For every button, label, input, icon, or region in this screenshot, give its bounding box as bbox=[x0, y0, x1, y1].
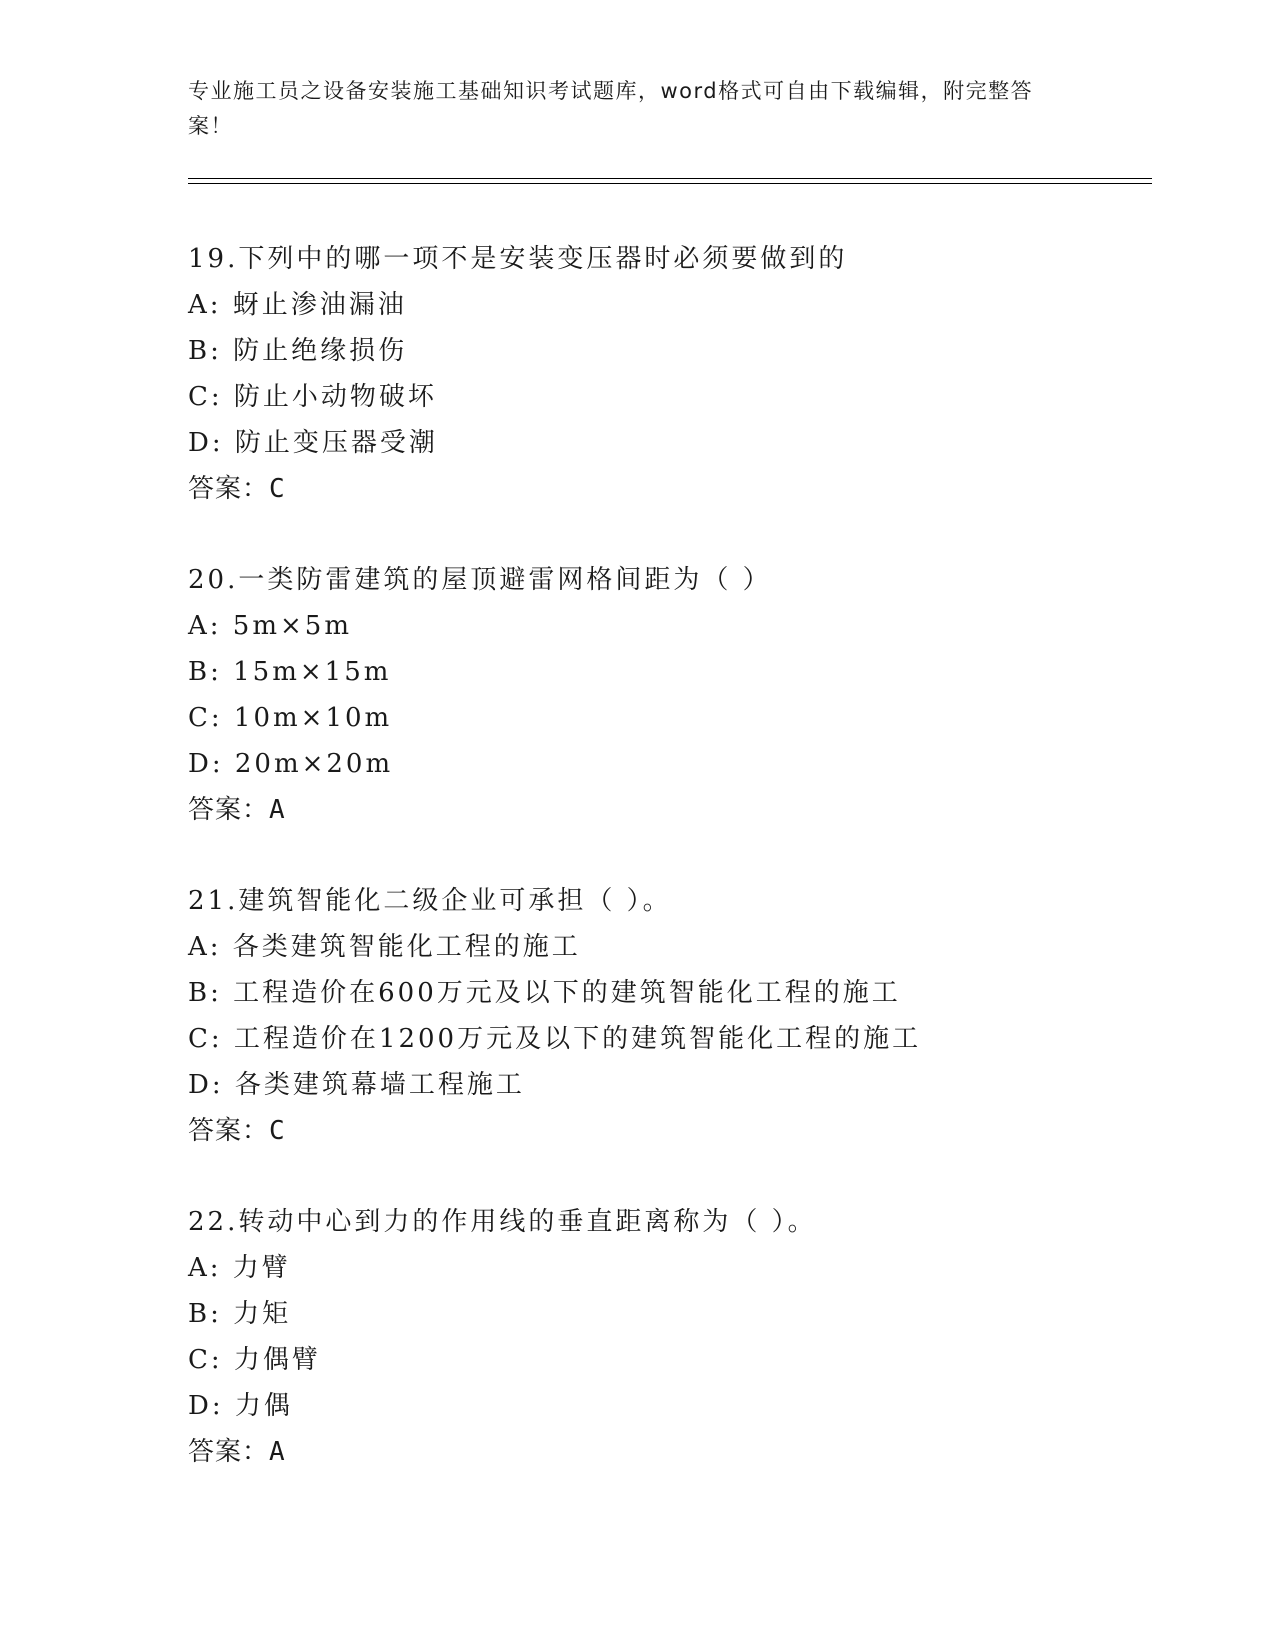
answer-line bbox=[188, 787, 1148, 833]
header-text: 专业施工员之设备安装施工基础知识考试题库，word格式可自由下载编辑，附完整答案！ bbox=[188, 79, 1034, 138]
option-c: C: 力偶臂 bbox=[188, 1345, 321, 1375]
question-stem: 20.一类防雷建筑的屋顶避雷网格间距为（ ） bbox=[188, 565, 772, 595]
question-22 bbox=[188, 1199, 1148, 1475]
question-20 bbox=[188, 557, 1148, 833]
option-c: C: 工程造价在1200万元及以下的建筑智能化工程的施工 bbox=[188, 1024, 922, 1054]
answer-line bbox=[188, 1108, 1148, 1154]
document-header bbox=[188, 74, 1068, 144]
option-a: A: 蚜止渗油漏油 bbox=[188, 290, 407, 320]
answer-value: A bbox=[269, 1437, 286, 1467]
option-c: C: 10m×10m bbox=[188, 703, 393, 733]
option-d: D: 20m×20m bbox=[188, 749, 394, 779]
answer-value: A bbox=[269, 795, 286, 825]
question-stem: 21.建筑智能化二级企业可承担（ ）。 bbox=[188, 886, 672, 916]
option-a: A: 力臂 bbox=[188, 1253, 291, 1283]
answer-label: 答案： bbox=[188, 474, 270, 504]
header-divider-bottom bbox=[188, 183, 1152, 184]
answer-label: 答案： bbox=[188, 795, 270, 825]
answer-value: C bbox=[269, 1116, 286, 1146]
answer-value: C bbox=[269, 474, 286, 504]
answer-label: 答案： bbox=[188, 1437, 270, 1467]
option-d: D: 防止变压器受潮 bbox=[188, 428, 438, 458]
option-b: B: 15m×15m bbox=[188, 657, 392, 687]
answer-label: 答案： bbox=[188, 1116, 270, 1146]
option-d: D: 各类建筑幕墙工程施工 bbox=[188, 1070, 525, 1100]
question-stem: 19.下列中的哪一项不是安装变压器时必须要做到的 bbox=[188, 244, 848, 274]
option-b: B: 防止绝缘损伤 bbox=[188, 336, 408, 366]
option-a: A: 5m×5m bbox=[188, 611, 352, 641]
question-21 bbox=[188, 878, 1148, 1154]
option-a: A: 各类建筑智能化工程的施工 bbox=[188, 932, 581, 962]
header-divider-top bbox=[188, 178, 1152, 179]
question-stem: 22.转动中心到力的作用线的垂直距离称为（ ）。 bbox=[188, 1207, 817, 1237]
option-b: B: 力矩 bbox=[188, 1299, 292, 1329]
question-19 bbox=[188, 236, 1148, 512]
option-c: C: 防止小动物破坏 bbox=[188, 382, 437, 412]
answer-line bbox=[188, 466, 1148, 512]
option-b: B: 工程造价在600万元及以下的建筑智能化工程的施工 bbox=[188, 978, 901, 1008]
answer-line bbox=[188, 1429, 1148, 1475]
option-d: D: 力偶 bbox=[188, 1391, 293, 1421]
